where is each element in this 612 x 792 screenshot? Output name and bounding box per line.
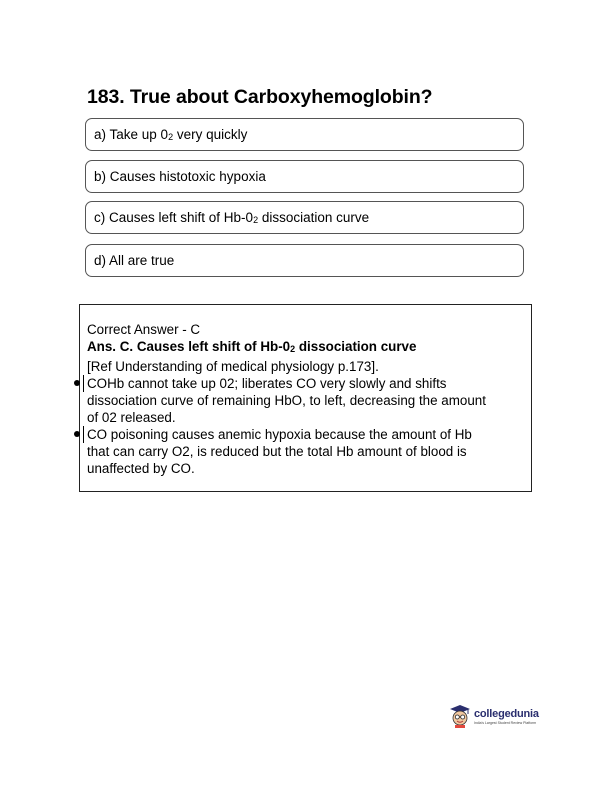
bullet-point-1 [87, 375, 527, 426]
bullet-dot-icon [74, 380, 80, 386]
bullet-2-line-3: unaffected by CO. [87, 461, 195, 476]
option-d-label: d) All are true [94, 253, 175, 268]
option-b-label: b) Causes histotoxic hypoxia [94, 169, 266, 184]
student-mascot-icon [449, 704, 471, 728]
option-b[interactable] [85, 160, 524, 193]
bullet-dot-icon [74, 431, 80, 437]
question-title: 183. True about Carboxyhemoglobin? [87, 86, 433, 108]
bullet-1-line-3: of 02 released. [87, 410, 176, 425]
correct-answer-line: Correct Answer - C [87, 322, 201, 337]
reference-line: [Ref Understanding of medical physiology p.173]. [87, 359, 379, 374]
answer-heading: Ans. C. Causes left shift of $Hb-0_2$ dissociation curve [87, 339, 417, 354]
option-a-label: a) Take up $0_2$ very quickly [94, 127, 248, 142]
bullet-point-2 [87, 426, 527, 477]
option-c[interactable] [85, 201, 524, 234]
logo-name: collegedunia [474, 707, 539, 720]
option-c-label: c) Causes left shift of $Hb-0_2$ dissociation curve [94, 210, 370, 225]
bullet-1-line-2: dissociation curve of remaining HbO, to left, decreasing the amount [87, 393, 486, 408]
option-a[interactable] [85, 118, 524, 151]
logo-tagline: India's Largest Student Review Platform [474, 720, 537, 725]
bullet-bar [83, 426, 84, 443]
bullet-2-line-2: that can carry O2, is reduced but the total Hb amount of blood is [87, 444, 467, 459]
bullet-1-line-1: COHb cannot take up 02; liberates CO very slowly and shifts [87, 376, 447, 391]
bullet-bar [83, 375, 84, 392]
collegedunia-logo[interactable] [449, 704, 539, 728]
bullet-2-line-1: CO poisoning causes anemic hypoxia because the amount of Hb [87, 427, 472, 442]
option-d[interactable] [85, 244, 524, 277]
answer-content [87, 321, 527, 477]
